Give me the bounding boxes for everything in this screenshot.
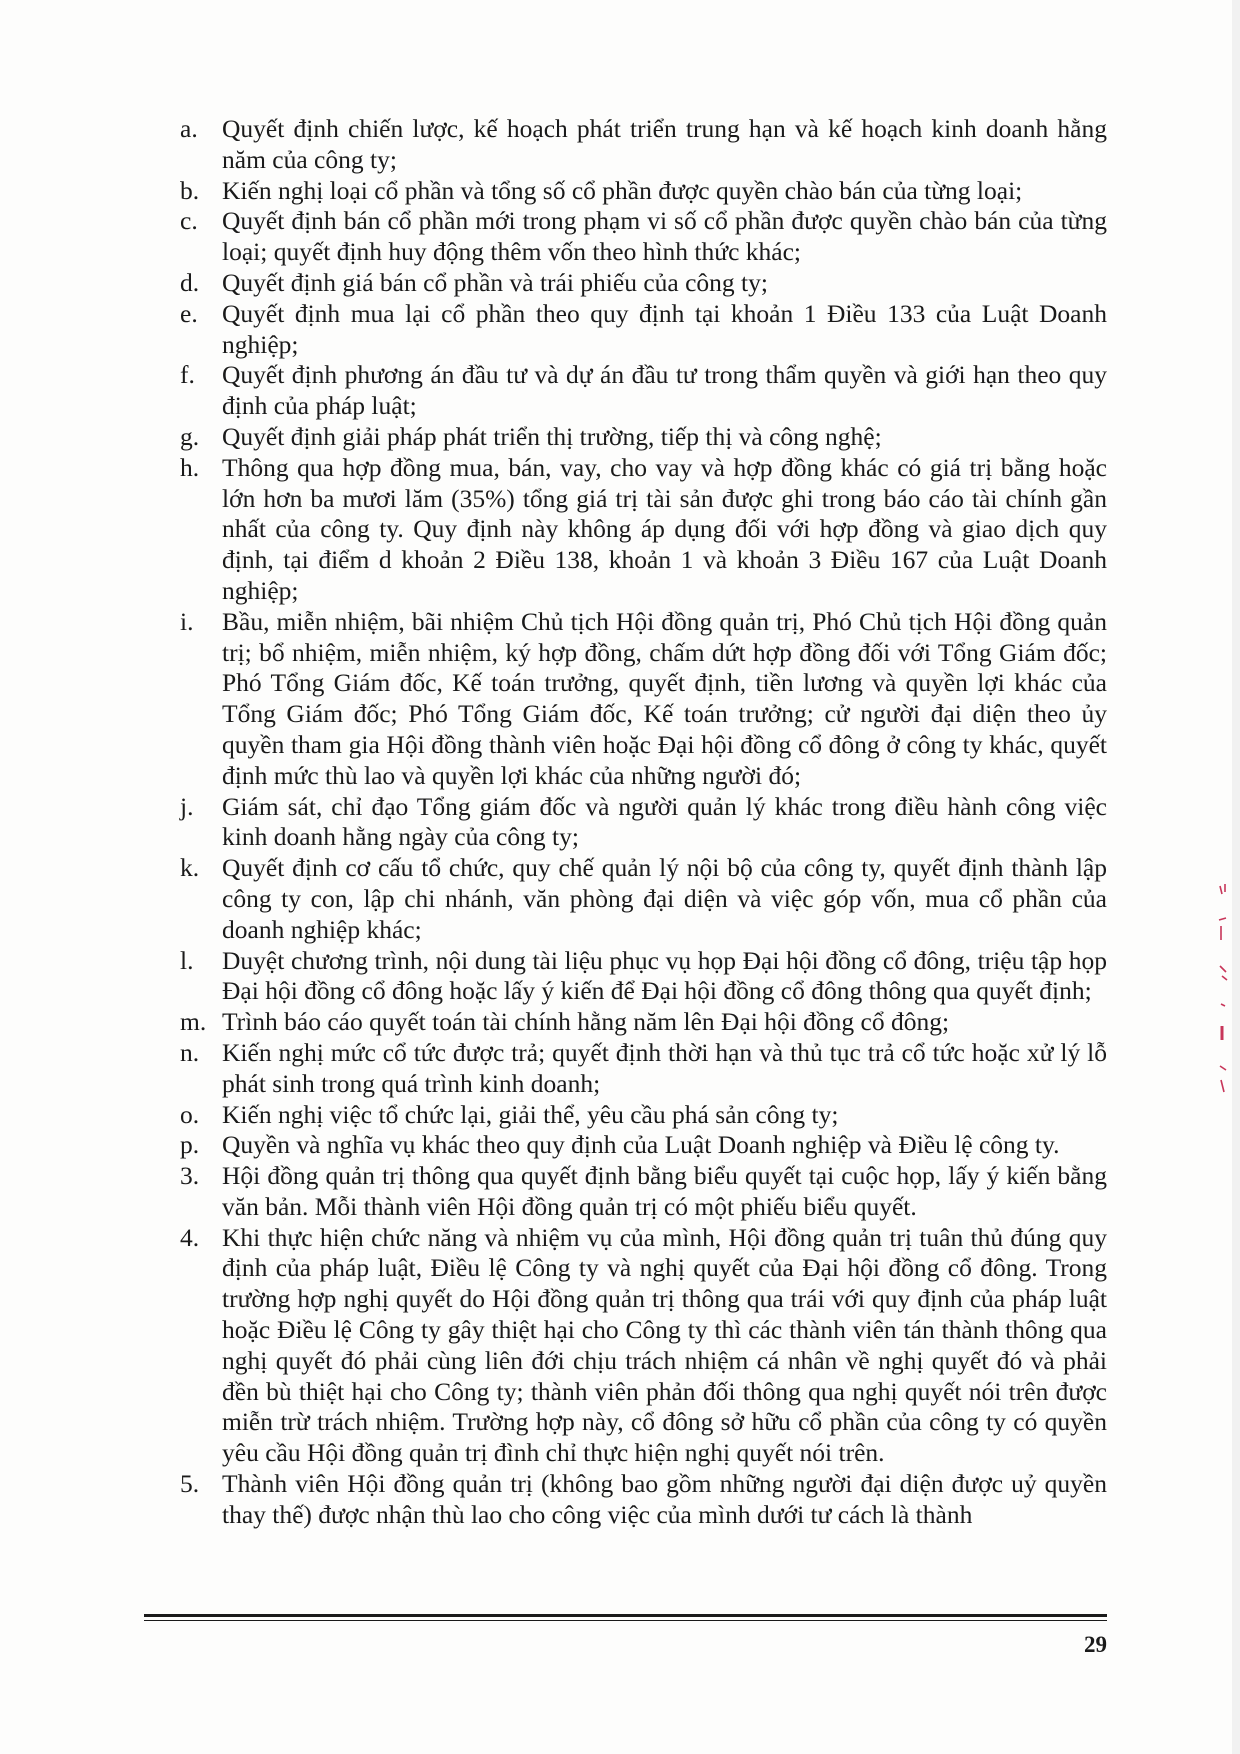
clause-list <box>180 114 1107 1531</box>
item-marker: e. <box>180 298 198 328</box>
item-text: Giám sát, chỉ đạo Tổng giám đốc và người quản lý khác trong điều hành công việc kinh doanh hằng ngày của công ty; <box>222 791 1107 852</box>
list-item <box>180 1007 1107 1038</box>
page-edge-shadow <box>1232 0 1240 1754</box>
list-item <box>180 1130 1107 1161</box>
item-text: Quyết định cơ cấu tổ chức, quy chế quản lý nội bộ của công ty, quyết định thành lập công ty con, lập chi nhánh, văn phòng đại diện và việc góp vốn, mua cổ phần của doanh nghiệp khác; <box>222 853 1107 944</box>
list-item <box>180 1223 1107 1469</box>
item-text: Kiến nghị mức cổ tức được trả; quyết định thời hạn và thủ tục trả cổ tức hoặc xử lý lỗ phát sinh trong quá trình kinh doanh; <box>222 1037 1107 1098</box>
list-item <box>180 1469 1107 1531</box>
item-text: Quyết định mua lại cổ phần theo quy định tại khoản 1 Điều 133 của Luật Doanh nghiệp; <box>222 298 1107 359</box>
item-marker: o. <box>180 1099 200 1129</box>
list-item <box>180 1100 1107 1131</box>
item-marker: h. <box>180 452 200 482</box>
item-text: Hội đồng quản trị thông qua quyết định bằng biểu quyết tại cuộc họp, lấy ý kiến bằng văn bản. Mỗi thành viên Hội đồng quản trị có một phiếu biểu quyết. <box>222 1161 1107 1221</box>
item-text: Thông qua hợp đồng mua, bán, vay, cho vay và hợp đồng khác có giá trị bằng hoặc lớn hơn ba mươi lăm (35%) tổng giá trị tài sản được ghi trong báo cáo tài chính gần nhất của công ty. Quy định này không áp dụng đối với hợp đồng và giao dịch quy định, tại điểm d khoản 2 Điều 138, khoản 1 và khoản 3 Điều 167 của Luật Doanh nghiệp; <box>222 452 1107 605</box>
item-marker: 5. <box>180 1469 200 1499</box>
item-text: Kiến nghị việc tổ chức lại, giải thể, yêu cầu phá sản công ty; <box>222 1099 839 1129</box>
list-item <box>180 607 1107 792</box>
item-text: Quyết định phương án đầu tư và dự án đầu tư trong thẩm quyền và giới hạn theo quy định của pháp luật; <box>222 360 1107 421</box>
item-marker: 3. <box>180 1161 200 1191</box>
item-text: Quyết định bán cổ phần mới trong phạm vi số cổ phần được quyền chào bán của từng loại; quyết định huy động thêm vốn theo hình thức khác; <box>222 206 1107 267</box>
item-text: Trình báo cáo quyết toán tài chính hằng năm lên Đại hội đồng cổ đông; <box>222 1007 950 1037</box>
list-item <box>180 853 1107 945</box>
item-marker: d. <box>180 267 200 297</box>
item-marker: n. <box>180 1037 200 1067</box>
margin-stamp-marks <box>1216 880 1230 1100</box>
item-marker: j. <box>180 791 194 821</box>
item-text: Kiến nghị loại cổ phần và tổng số cổ phần được quyền chào bán của từng loại; <box>222 175 1023 205</box>
item-text: Thành viên Hội đồng quản trị (không bao gồm những người đại diện được uỷ quyền thay thế) được nhận thù lao cho công việc của mình dưới tư cách là thành <box>222 1469 1107 1529</box>
item-text: Khi thực hiện chức năng và nhiệm vụ của mình, Hội đồng quản trị tuân thủ đúng quy định của pháp luật, Điều lệ Công ty và nghị quyết của Đại hội đồng cổ đông. Trong trường hợp nghị quyết do Hội đồng quản trị thông qua trái với quy định của pháp luật hoặc Điều lệ Công ty gây thiệt hại cho Công ty thì các thành viên tán thành thông qua nghị quyết đó phải cùng liên đới chịu trách nhiệm cá nhân về nghị quyết đó và phải đền bù thiệt hại cho Công ty; thành viên phản đối thông qua nghị quyết nói trên được miễn trừ trách nhiệm. Trường hợp này, cổ đông sở hữu cổ phần của công ty có quyền yêu cầu Hội đồng quản trị đình chỉ thực hiện nghị quyết nói trên. <box>222 1222 1107 1468</box>
item-text: Quyết định giá bán cổ phần và trái phiếu của công ty; <box>222 267 768 297</box>
list-item <box>180 299 1107 361</box>
item-marker: i. <box>180 606 194 636</box>
list-item <box>180 268 1107 299</box>
footer-divider <box>144 1614 1107 1617</box>
item-text: Quyết định chiến lược, kế hoạch phát triển trung hạn và kế hoạch kinh doanh hằng năm của công ty; <box>222 114 1107 174</box>
item-marker: b. <box>180 175 200 205</box>
list-item <box>180 176 1107 207</box>
item-marker: c. <box>180 206 198 236</box>
list-item <box>180 206 1107 268</box>
item-marker: m. <box>180 1007 207 1037</box>
item-marker: 4. <box>180 1222 200 1252</box>
list-item <box>180 360 1107 422</box>
item-marker: p. <box>180 1130 200 1160</box>
page-number: 29 <box>1084 1632 1107 1657</box>
list-item <box>180 1038 1107 1100</box>
item-marker: f. <box>180 360 195 390</box>
footer-divider-thin <box>144 1620 1107 1621</box>
list-item <box>180 422 1107 453</box>
item-text: Quyết định giải pháp phát triển thị trường, tiếp thị và công nghệ; <box>222 421 882 451</box>
item-marker: l. <box>180 945 194 975</box>
item-marker: g. <box>180 421 200 451</box>
item-marker: a. <box>180 114 198 143</box>
list-item <box>180 946 1107 1008</box>
list-item <box>180 114 1107 176</box>
item-text: Bầu, miễn nhiệm, bãi nhiệm Chủ tịch Hội đồng quản trị, Phó Chủ tịch Hội đồng quản trị; bổ nhiệm, miễn nhiệm, ký hợp đồng, chấm dứt hợp đồng đối với Tổng Giám đốc; Phó Tổng Giám đốc, Kế toán trưởng, quyết định, tiền lương và quyền lợi khác của Tổng Giám đốc; Phó Tổng Giám đốc, Kế toán trưởng; cử người đại diện theo ủy quyền tham gia Hội đồng thành viên hoặc Đại hội đồng cổ đông ở công ty khác, quyết định mức thù lao và quyền lợi khác của những người đó; <box>222 606 1107 790</box>
list-item <box>180 1161 1107 1223</box>
item-text: Duyệt chương trình, nội dung tài liệu phục vụ họp Đại hội đồng cổ đông, triệu tập họp Đại hội đồng cổ đông hoặc lấy ý kiến để Đại hội đồng cổ đông thông qua quyết định; <box>222 945 1107 1006</box>
list-item <box>180 792 1107 854</box>
item-text: Quyền và nghĩa vụ khác theo quy định của Luật Doanh nghiệp và Điều lệ công ty. <box>222 1130 1060 1160</box>
list-item <box>180 453 1107 607</box>
item-marker: k. <box>180 853 200 883</box>
